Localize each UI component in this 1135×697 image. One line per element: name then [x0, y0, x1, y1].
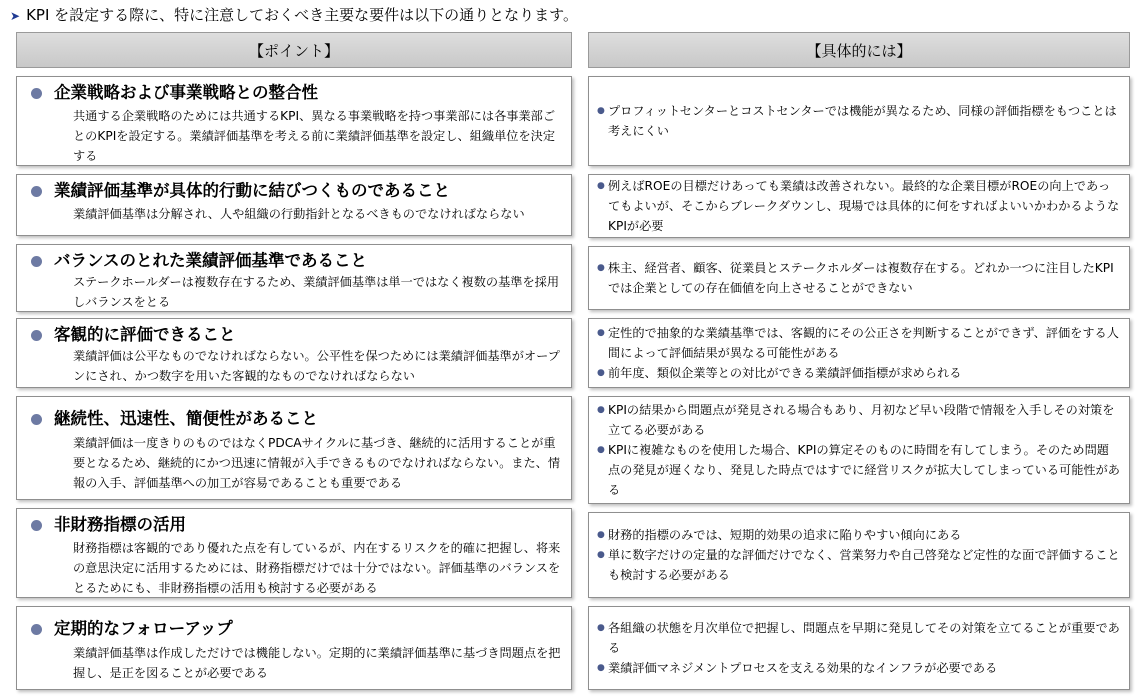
bullet-icon — [31, 330, 42, 341]
bullet-icon: ● — [597, 405, 605, 415]
bullet-icon — [31, 88, 42, 99]
detail-item: ● 財務的指標のみでは、短期的効果の追求に陥りやすい傾向にある — [597, 525, 1121, 545]
detail-box — [588, 246, 1130, 310]
point-title: 継続性、迅速性、簡便性があること — [31, 407, 318, 431]
point-description: 業績評価基準は分解され、人や組織の行動指針となるべきものでなければならない — [73, 207, 525, 221]
detail-item: ● 例えばROEの目標だけあっても業績は改善されない。最終的な企業目標がROEの向上であってもよいが、そこからブレークダウンし、現場では具体的に何をすればよいいかわかるようなKPIが必要 — [597, 176, 1121, 236]
bullet-icon: ● — [597, 328, 605, 338]
point-title: 定期的なフォローアップ — [31, 617, 233, 641]
bullet-icon: ● — [597, 368, 605, 378]
point-box — [16, 508, 572, 598]
detail-box — [588, 396, 1130, 504]
point-title: バランスのとれた業績評価基準であること — [31, 249, 367, 273]
bullet-icon: ● — [597, 106, 605, 116]
bullet-icon: ● — [597, 623, 605, 633]
detail-item: ● 各組織の状態を月次単位で把握し、問題点を早期に発見してその対策を立てることが重要である — [597, 618, 1121, 658]
point-description: 共通する企業戦略のためには共通するKPI、異なる事業戦略を持つ事業部には各事業部ごとのKPIを設定する。業績評価基準を考える前に業績評価基準を設定し、組織単位を決定する — [73, 109, 556, 163]
point-description: ステークホールダーは複数存在するため、業績評価基準は単一ではなく複数の基準を採用しバランスをとる — [73, 275, 560, 309]
point-description: 業績評価は一度きりのものではなくPDCAサイクルに基づき、継続的に活用することが重要となるため、継続的にかつ迅速に情報が入手できるものでなければならない。また、情報の入手、評価基準への加工が容易であることも重要である — [73, 436, 561, 490]
detail-box — [588, 512, 1130, 598]
point-description: 財務指標は客観的であり優れた点を有しているが、内在するリスクを的確に把握し、将来の意思決定に活用するためには、財務指標だけでは十分ではない。評価基準のバランスをとるためにも、非財務指標の活用も検討する必要がある — [73, 541, 561, 595]
point-title: 企業戦略および事業戦略との整合性 — [31, 81, 318, 105]
detail-item: ● 定性的で抽象的な業績基準では、客観的にその公正さを判断することができず、評価をする人間によって評価結果が異なる可能性がある — [597, 323, 1121, 363]
detail-item: ● 単に数字だけの定量的な評価だけでなく、営業努力や自己啓発など定性的な面で評価することも検討する必要がある — [597, 545, 1121, 585]
bullet-icon — [31, 256, 42, 267]
bullet-icon — [31, 186, 42, 197]
bullet-icon: ● — [597, 550, 605, 560]
point-box — [16, 606, 572, 690]
bullet-icon: ● — [597, 263, 605, 273]
detail-item: ● プロフィットセンターとコストセンターでは機能が異なるため、同様の評価指標をもつことは考えにくい — [597, 101, 1121, 141]
detail-box — [588, 606, 1130, 690]
point-box — [16, 76, 572, 166]
point-box — [16, 244, 572, 312]
detail-box — [588, 174, 1130, 238]
point-title: 客観的に評価できること — [31, 323, 236, 347]
point-box — [16, 396, 572, 500]
point-box — [16, 318, 572, 388]
detail-box — [588, 76, 1130, 166]
point-title: 非財務指標の活用 — [31, 513, 186, 537]
arrow-bullet-icon: ➤ — [10, 9, 21, 23]
intro-text: KPI を設定する際に、特に注意しておくべき主要な要件は以下の通りとなります。 — [26, 6, 578, 24]
detail-box — [588, 318, 1130, 388]
detail-item: ● 業績評価マネジメントプロセスを支える効果的なインフラが必要である — [597, 658, 1121, 678]
bullet-icon: ● — [597, 181, 605, 191]
bullet-icon: ● — [597, 530, 605, 540]
point-title: 業績評価基準が具体的行動に結びつくものであること — [31, 179, 450, 203]
bullet-icon: ● — [597, 663, 605, 673]
point-description: 業績評価基準は作成しただけでは機能しない。定期的に業績評価基準に基づき問題点を把握し、是正を図ることが必要である — [73, 646, 561, 680]
intro-line — [10, 5, 578, 26]
bullet-icon: ● — [597, 445, 605, 455]
point-description: 業績評価は公平なものでなければならない。公平性を保つためには業績評価基準がオープンにされ、かつ数字を用いた客観的なものでなければならない — [73, 349, 560, 383]
detail-item: ● KPIの結果から問題点が発見される場合もあり、月初など早い段階で情報を入手しその対策を立てる必要がある — [597, 400, 1121, 440]
detail-item: ● 前年度、類似企業等との対比ができる業績評価指標が求められる — [597, 363, 1121, 383]
detail-item: ● KPIに複雑なものを使用した場合、KPIの算定そのものに時間を有してしまう。そのため問題点の発見が遅くなり、発見した時点ではすでに経営リスクが拡大してしまっている可能性がある — [597, 440, 1121, 500]
point-box — [16, 174, 572, 236]
bullet-icon — [31, 624, 42, 635]
bullet-icon — [31, 414, 42, 425]
header-details: 【具体的には】 — [588, 32, 1130, 68]
header-points: 【ポイント】 — [16, 32, 572, 68]
bullet-icon — [31, 520, 42, 531]
detail-item: ● 株主、経営者、顧客、従業員とステークホルダーは複数存在する。どれか一つに注目したKPIでは企業としての存在価値を向上させることができない — [597, 258, 1121, 298]
